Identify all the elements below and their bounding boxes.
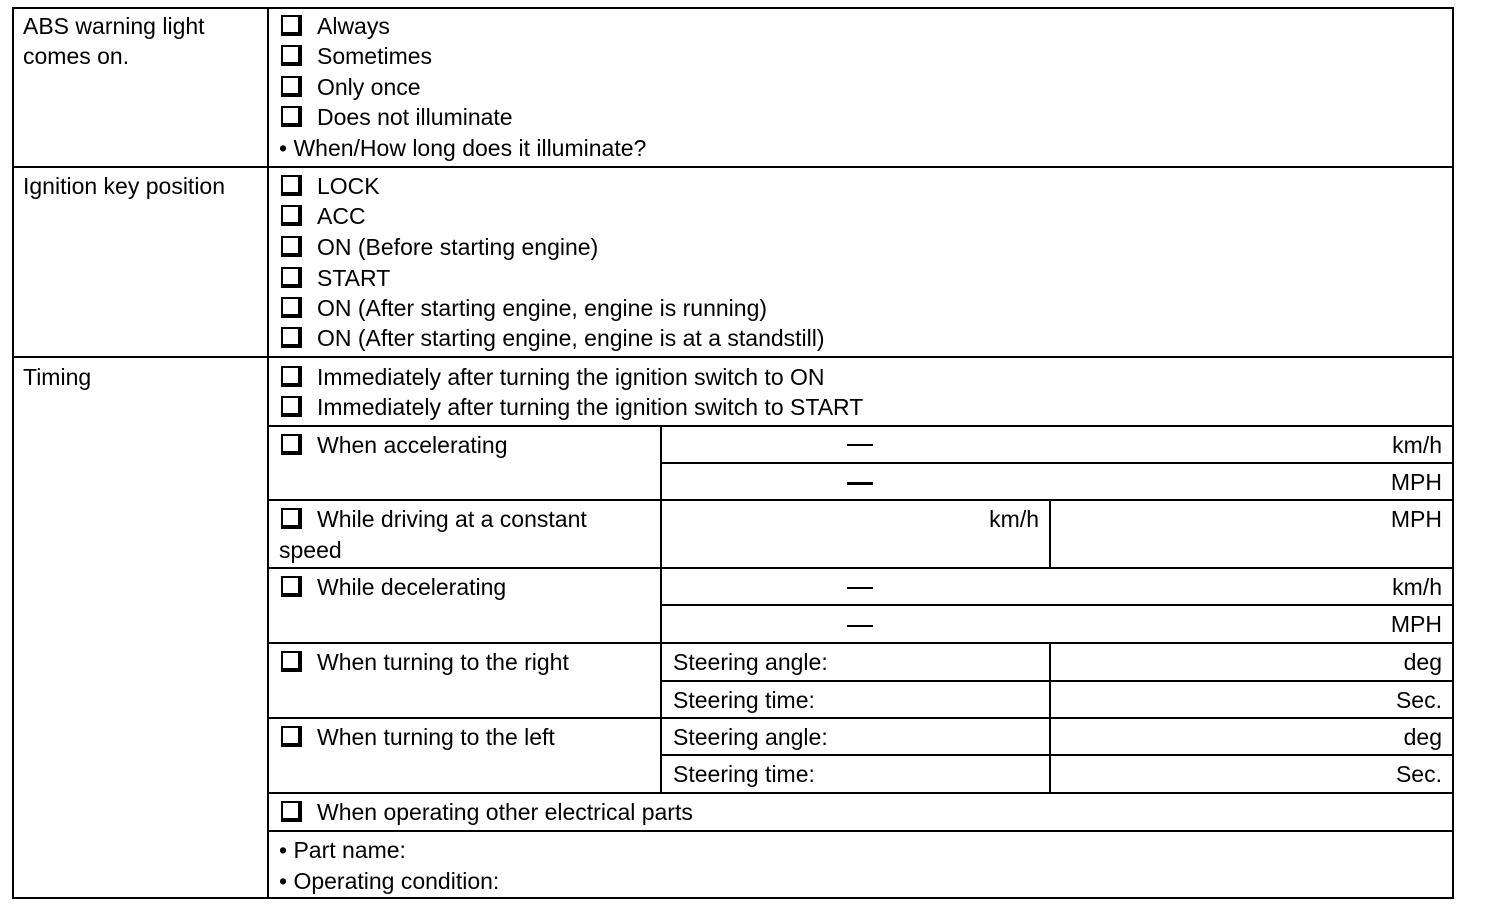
ignition-key-label: Ignition key position <box>23 173 226 199</box>
steering-value-divider <box>1049 642 1051 794</box>
timing-row-line <box>662 604 1454 606</box>
option-label: ON (After starting engine, engine is running) <box>317 295 768 321</box>
range-dash <box>847 444 873 446</box>
option-label: ON (Before starting engine) <box>317 234 599 260</box>
section-divider-ignition <box>12 356 1454 358</box>
electrical-parts-checkbox[interactable] <box>281 801 302 822</box>
timing-row-line <box>267 567 1454 569</box>
option-label: ON (After starting engine, engine is at a standstill) <box>317 325 825 351</box>
accelerating-checkbox[interactable] <box>281 434 302 455</box>
always-checkbox[interactable] <box>281 15 302 36</box>
timing-row-line <box>662 754 1454 756</box>
timing-row-line <box>267 792 1454 794</box>
acc-checkbox[interactable] <box>281 205 302 226</box>
immediately-start-checkbox[interactable] <box>281 396 302 417</box>
abs-warning-label: comes on. <box>23 43 130 69</box>
option-label: When turning to the left <box>317 724 555 750</box>
only-once-checkbox[interactable] <box>281 76 302 97</box>
unit-label: km/h <box>1392 432 1442 458</box>
abs-symptom-form <box>12 7 1454 899</box>
abs-warning-label: ABS warning light <box>23 13 205 39</box>
steering-angle-label: Steering angle: <box>673 649 828 675</box>
steering-time-label: Steering time: <box>673 687 815 713</box>
constant-speed-checkbox[interactable] <box>281 508 302 529</box>
unit-label: MPH <box>1390 469 1442 495</box>
option-label: Does not illuminate <box>317 104 513 130</box>
turning-right-checkbox[interactable] <box>281 651 302 672</box>
option-label: When operating other electrical parts <box>317 799 693 825</box>
border-top <box>12 7 1454 9</box>
range-dash <box>847 587 873 589</box>
unit-label: Sec. <box>1395 761 1442 787</box>
steering-angle-label: Steering angle: <box>673 724 828 750</box>
option-label: While driving at a constant <box>317 506 587 532</box>
timing-row-line <box>662 680 1454 682</box>
timing-row-line <box>267 717 1454 719</box>
steering-time-label: Steering time: <box>673 761 815 787</box>
timing-row-line <box>267 425 1454 427</box>
option-label: START <box>317 265 391 291</box>
unit-label: deg <box>1403 649 1442 675</box>
timing-row-line <box>662 462 1454 464</box>
option-label: When turning to the right <box>317 649 569 675</box>
constant-speed-divider <box>1049 499 1051 569</box>
option-label: Immediately after turning the ignition switch to START <box>317 394 864 420</box>
on-engine-running-checkbox[interactable] <box>281 297 302 318</box>
border-right <box>1452 7 1454 899</box>
unit-label: km/h <box>989 506 1039 532</box>
option-label: Always <box>317 13 390 39</box>
label-column-divider <box>267 7 269 899</box>
option-label: Only once <box>317 74 421 100</box>
range-dash <box>847 625 873 627</box>
part-name-label: • Part name: <box>279 837 406 863</box>
decelerating-checkbox[interactable] <box>281 576 302 597</box>
unit-label: deg <box>1403 724 1442 750</box>
on-before-start-checkbox[interactable] <box>281 236 302 257</box>
border-left <box>12 7 14 899</box>
option-label: When accelerating <box>317 432 508 458</box>
sometimes-checkbox[interactable] <box>281 45 302 66</box>
border-bottom <box>12 897 1454 899</box>
range-dash <box>847 482 873 485</box>
option-label: speed <box>279 537 342 563</box>
unit-label: Sec. <box>1395 687 1442 713</box>
section-divider-abs <box>12 166 1454 168</box>
timing-value-divider <box>660 425 662 794</box>
lock-checkbox[interactable] <box>281 175 302 196</box>
turning-left-checkbox[interactable] <box>281 726 302 747</box>
unit-label: MPH <box>1390 611 1442 637</box>
unit-label: km/h <box>1392 574 1442 600</box>
option-label: Immediately after turning the ignition switch to ON <box>317 364 825 390</box>
does-not-illuminate-checkbox[interactable] <box>281 106 302 127</box>
operating-condition-label: • Operating condition: <box>279 868 500 894</box>
option-label: LOCK <box>317 173 380 199</box>
timing-row-line <box>267 499 1454 501</box>
timing-label: Timing <box>23 364 92 390</box>
option-label: ACC <box>317 203 366 229</box>
illumination-note: • When/How long does it illuminate? <box>279 135 647 161</box>
immediately-on-checkbox[interactable] <box>281 366 302 387</box>
option-label: Sometimes <box>317 43 433 69</box>
start-checkbox[interactable] <box>281 267 302 288</box>
timing-row-line <box>267 642 1454 644</box>
option-label: While decelerating <box>317 574 507 600</box>
on-engine-standstill-checkbox[interactable] <box>281 327 302 348</box>
unit-label: MPH <box>1390 506 1442 532</box>
timing-row-line <box>267 830 1454 832</box>
